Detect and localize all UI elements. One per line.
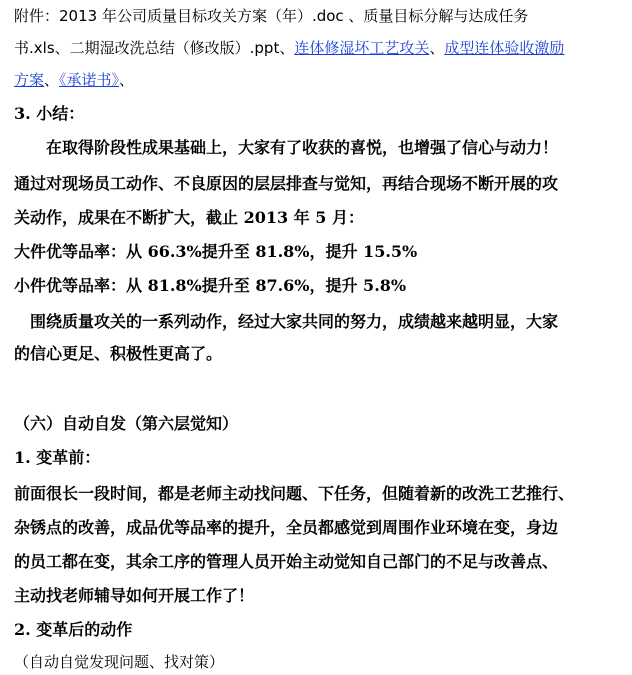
link-process-attack[interactable]: 连体修湿坏工艺攻关	[294, 39, 430, 57]
link-acceptance-incentive[interactable]: 成型连体验收激励	[444, 39, 565, 57]
section-6-title: （六）自动自发（第六层觉知）	[14, 414, 239, 433]
attachments-line-1: 附件：2013 年公司质量目标攻关方案（年）.doc 、质量目标分解与达成任务	[14, 7, 529, 25]
section-6-sub-1: 1. 变革前：	[14, 448, 101, 467]
separator: 、	[429, 39, 445, 57]
section-6-paragraph-line-3: 的员工都在变，其余工序的管理人员开始主动觉知自己部门的不足与改善点、	[14, 552, 559, 571]
section-6-paragraph-line-4: 主动找老师辅导如何开展工作了！	[14, 586, 255, 605]
section-6-sub-2: 2. 变革后的动作	[14, 620, 133, 639]
attachments-line-2	[14, 38, 564, 58]
summary-heading: 3. 小结：	[14, 104, 85, 123]
summary-paragraph-2-line-2: 的信心更足、积极性更高了。	[14, 344, 223, 363]
attachments-line-3	[14, 70, 134, 90]
summary-paragraph-1-line-3: 关动作，成果在不断扩大，截止 2013 年 5 月：	[14, 208, 364, 227]
big-parts-rate: 大件优等品率：从 66.3%提升至 81.8%，提升 15.5%	[14, 242, 418, 261]
separator: 、	[44, 71, 60, 89]
attachments-files-text: 书.xls、二期湿改洗总结（修改版）.ppt、	[14, 39, 295, 57]
summary-paragraph-1-line-2: 通过对现场员工动作、不良原因的层层排查与觉知，再结合现场不断开展的攻	[14, 174, 559, 193]
separator: 、	[119, 71, 135, 89]
link-acceptance-incentive-cont[interactable]: 方案	[14, 71, 45, 89]
small-parts-rate: 小件优等品率：从 81.8%提升至 87.6%，提升 5.8%	[14, 276, 407, 295]
summary-paragraph-2-line-1: 围绕质量攻关的一系列动作，经过大家共同的努力，成绩越来越明显，大家	[30, 312, 559, 331]
section-6-note: （自动自觉发现问题、找对策）	[14, 653, 225, 671]
link-commitment-letter[interactable]: 《承诺书》	[59, 71, 120, 89]
summary-paragraph-1-line-1: 在取得阶段性成果基础上，大家有了收获的喜悦，也增强了信心与动力！	[46, 138, 559, 157]
section-6-paragraph-line-2: 杂锈点的改善，成品优等品率的提升，全员都感觉到周围作业环境在变，身边	[14, 518, 559, 537]
section-6-paragraph-line-1: 前面很长一段时间，都是老师主动找问题、下任务，但随着新的改洗工艺推行、	[14, 484, 575, 503]
